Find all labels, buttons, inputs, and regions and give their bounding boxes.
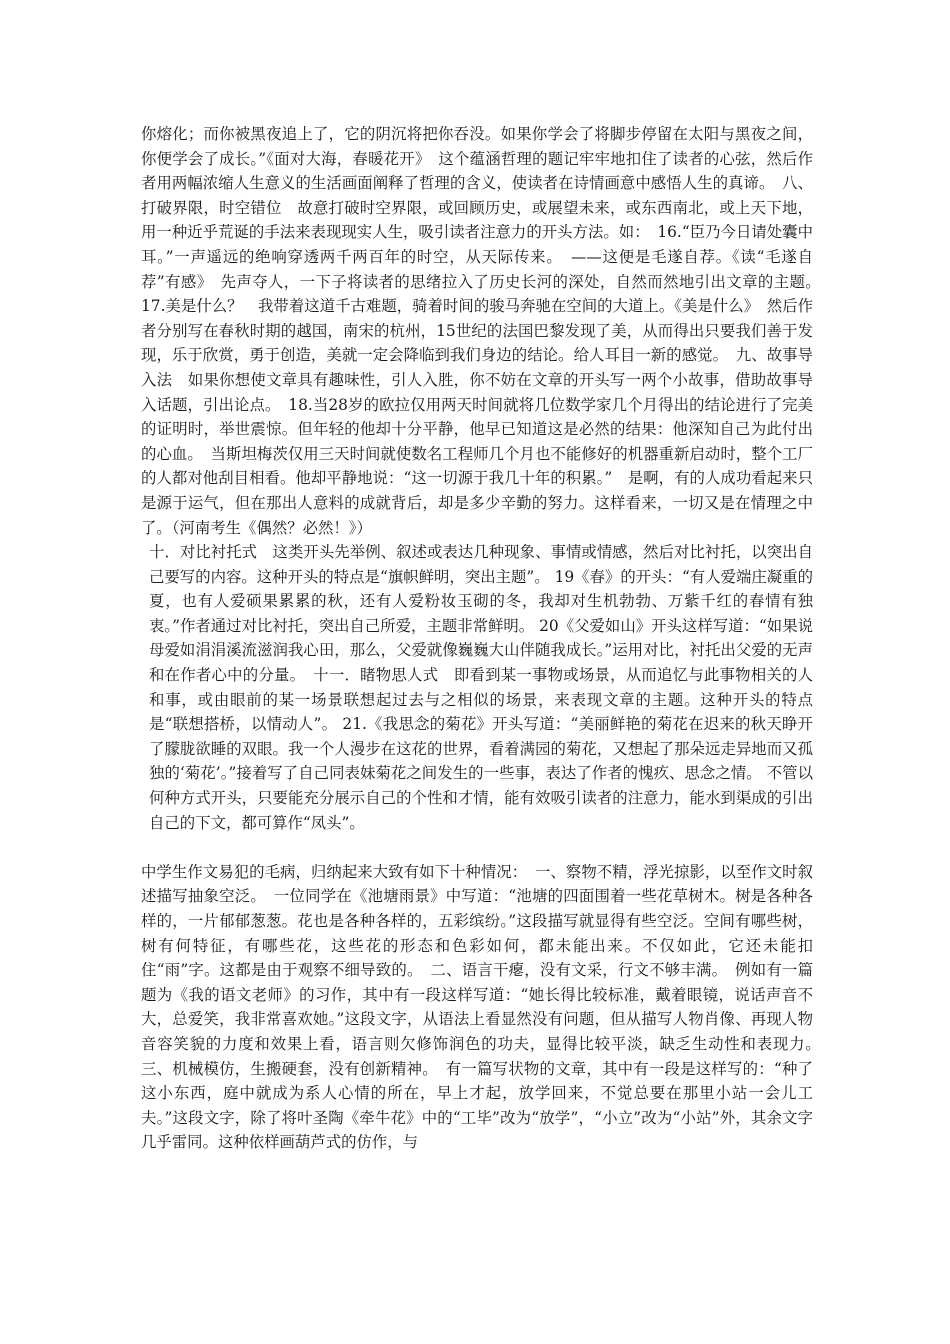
paragraph-contrast-methods: 十．对比衬托式 这类开头先举例、叙述或表达几种现象、事情或情感，然后对比衬托，以突出自己要写的内容。这种开头的特点是“旗帜鲜明，突出主题”。 19《春》的开头：“有人爱端庄凝重的夏，也有人爱硕果累累的秋，还有人爱粉妆玉砌的冬，我却对生机勃勃、万紫千红的春情有独衷。”作者通过对比衬托，突出自己所爱，主题非常鲜明。 20《父爱如山》开头这样写道：“如果说母爱如涓涓溪流滋润我心田，那么，父爱就像巍巍大山伴随我成长。”运用对比，衬托出父爱的无声和在作者心中的分量。 十一．睹物思人式 即看到某一事物或场景，从而追忆与此事物相关的人和事，或由眼前的某一场景联想起过去与之相似的场景，来表现文章的主题。这种开头的特点是“联想搭桥，以情动人”。 21.《我思念的菊花》开头写道：“美丽鲜艳的菊花在迟来的秋天睁开了朦胧欲睡的双眼。我一个人漫步在这花的世界，看着满园的菊花，又想起了那朵远走异地而又孤独的‘菊花’。”接着写了自己同表妹菊花之间发生的一些事，表达了作者的愧疚、思念之情。 不管以何种方式开头，只要能充分展示自己的个性和才情，能有效吸引读者的注意力，能水到渠成的引出自己的下文，都可算作“凤头”。	[149, 543, 813, 832]
paragraph-opening-methods: 你熔化；而你被黑夜追上了，它的阴沉将把你吞没。如果你学会了将脚步停留在太阳与黑夜之间，你便学会了成长。”《面对大海，春暖花开》 这个蕴涵哲理的题记牢牢地扣住了读者的心弦，然后作者用两幅浓缩人生意义的生活画面阐释了哲理的含义，使读者在诗情画意中感悟人生的真谛。 八、打破界限，时空错位 故意打破时空界限，或回顾历史，或展望未来，或东西南北，或上天下地，用一种近乎荒诞的手法来表现现实人生，吸引读者注意力的开头方法。如： 16.“臣乃今日请处囊中耳。”一声遥远的绝响穿透两千两百年的时空，从天际传来。 ——这便是毛遂自荐。《读“毛遂自荐”有感》 先声夺人，一下子将读者的思绪拉入了历史长河的深处，自然而然地引出文章的主题。 17.美是什么？ 我带着这道千古难题，骑着时间的骏马奔驰在空间的大道上。《美是什么》 然后作者分别写在春秋时期的越国，南宋的杭州，15世纪的法国巴黎发现了美，从而得出只要我们善于发现，乐于欣赏，勇于创造，美就一定会降临到我们身边的结论。给人耳目一新的感觉。 九、故事导入法 如果你想使文章具有趣味性，引人入胜，你不妨在文章的开头写一两个小故事，借助故事导入话题，引出论点。 18.当28岁的欧拉仅用两天时间就将几位数学家几个月得出的结论进行了完美的证明时，举世震惊。但年轻的他却十分平静，他早已知道这是必然的结果：他深知自己为此付出的心血。 当斯坦梅茨仅用三天时间就使数名工程师几个月也不能修好的机器重新启动时，整个工厂的人都对他刮目相看。他却平静地说：“这一切源于我几十年的积累。” 是啊，有的人成功看起来只是源于运气，但在那出人意料的成就背后，却是多少辛勤的努力。这样看来，一切又是在情理之中了。（河南考生《偶然？必然！》）	[141, 125, 829, 537]
paragraph-common-mistakes: 中学生作文易犯的毛病，归纳起来大致有如下十种情况： 一、察物不精，浮光掠影，以至作文时叙述描写抽象空泛。 一位同学在《池塘雨景》中写道：“池塘的四面围着一些花草树木。树是各种各样的，一片郁郁葱葱。花也是各种各样的，五彩缤纷。”这段描写就显得有些空泛。空间有哪些树，树有何特征，有哪些花，这些花的形态和色彩如何，都未能出来。不仅如此，它还未能扣住“雨”字。这都是由于观察不细导致的。 二、语言干瘪，没有文采，行文不够丰满。 例如有一篇题为《我的语文老师》的习作，其中有一段这样写道：“她长得比较标准，戴着眼镜，说话声音不大，总爱笑，我非常喜欢她。”这段文字，从语法上看显然没有问题，但从描写人物肖像、再现人物音容笑貌的力度和效果上看，语言则欠修饰润色的功夫，显得比较平淡，缺乏生动性和表现力。 三、机械模仿，生搬硬套，没有创新精神。 有一篇写状物的文章，其中有一段是这样写的：“种了这小东西，庭中就成为系人心情的所在，早上才起，放学回来，不觉总要在那里小站一会儿工夫。”这段文字，除了将叶圣陶《牵牛花》中的“工毕”改为“放学”，“小立”改为“小站”外，其余文字几乎雷同。这种依样画葫芦式的仿作，与	[141, 862, 829, 1152]
document-body	[141, 122, 829, 1155]
paragraph-spacer	[141, 835, 813, 860]
